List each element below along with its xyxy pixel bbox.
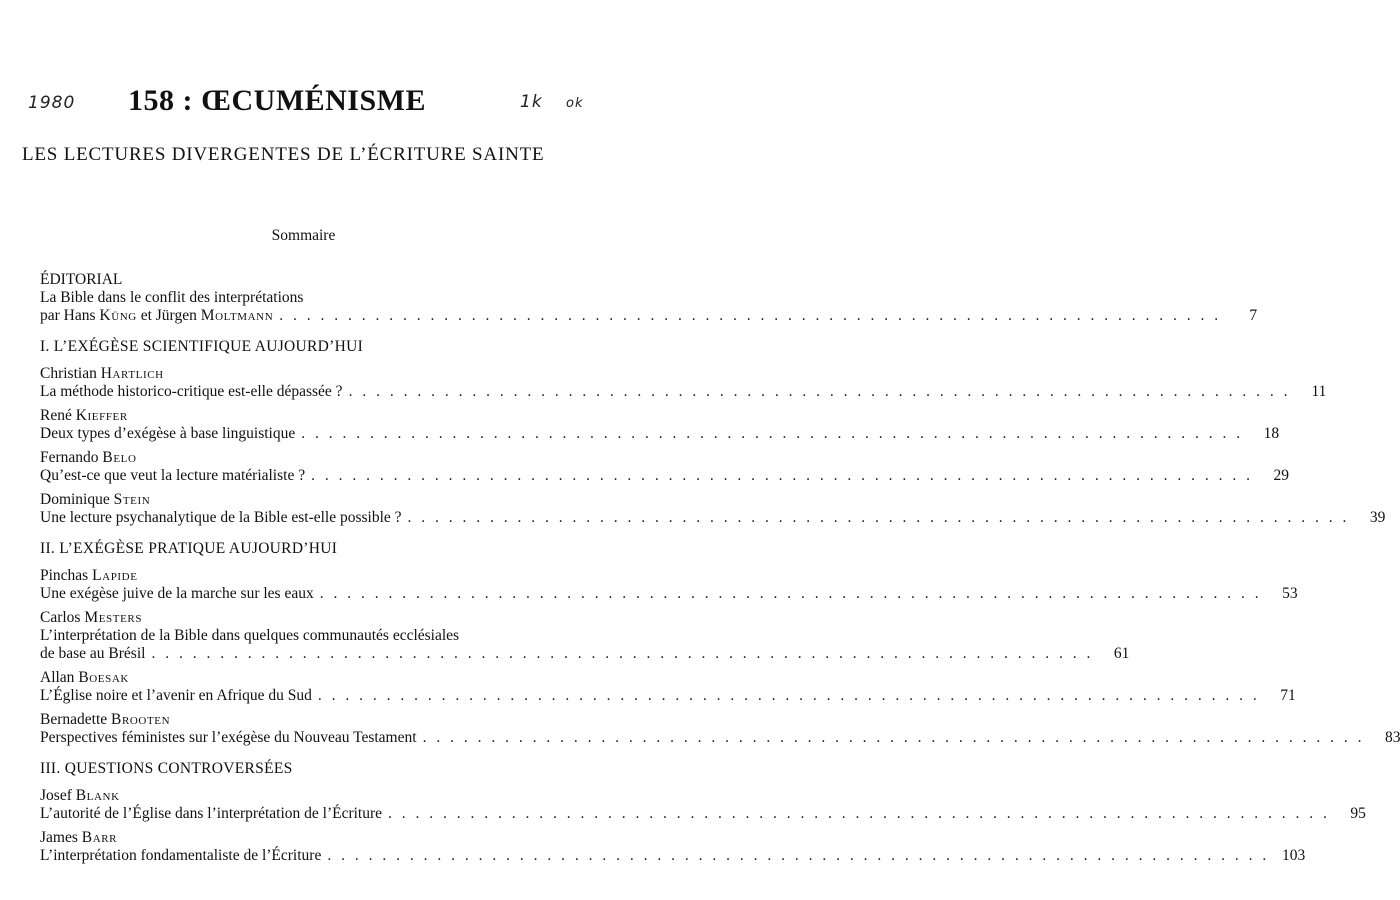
entry-author <box>40 567 518 585</box>
page-number: 103 <box>1281 847 1306 864</box>
editorial-entry <box>40 289 1258 325</box>
handwritten-note-2: ok <box>566 96 584 111</box>
entry-author <box>40 449 518 467</box>
handwritten-note: 1k <box>520 92 543 112</box>
toc-entry <box>40 365 1327 401</box>
author-surname: Küng <box>99 307 137 324</box>
author-first-name: René <box>40 407 72 424</box>
author-surname: Moltmann <box>200 307 274 324</box>
author-surname: Hartlich <box>100 365 164 382</box>
table-of-contents <box>40 270 1400 871</box>
handwritten-year-note: 1980 <box>28 93 76 113</box>
page-number: 61 <box>1113 645 1130 662</box>
entry-title-line <box>40 467 1289 485</box>
page-number: 83 <box>1384 729 1400 746</box>
author-first-name: Christian <box>40 365 97 382</box>
entry-title: de base au Brésil <box>40 645 146 662</box>
author-first-name: Josef <box>40 787 72 804</box>
author-surname: Boesak <box>78 669 129 686</box>
entry-title: Une exégèse juive de la marche sur les eaux <box>40 585 314 602</box>
author-surname: Barr <box>81 829 118 846</box>
entry-title: Qu’est-ce que veut la lecture matérialiste ? <box>40 467 306 484</box>
byline-between: et Jürgen <box>136 307 201 324</box>
toc-entry <box>40 407 1280 443</box>
entry-title-line <box>40 645 1130 663</box>
page-number: 18 <box>1263 425 1280 442</box>
toc-entry <box>40 449 1289 485</box>
entry-title-line <box>40 805 1366 823</box>
page-number: 7 <box>1249 307 1258 324</box>
author-first-name: Carlos <box>40 609 81 626</box>
toc-entry <box>40 669 1296 705</box>
issue-title: 158 : ŒCUMÉNISME <box>128 84 426 117</box>
leader-dots: . . . . . . . . . . . . . . . . . . . . . . . . . . . . . . . . . . . . . . . . . . . . . . . . . . . . . . . . . . . . . . . . . . . . . <box>422 729 1365 746</box>
toc-entry <box>40 609 1130 663</box>
author-first-name: Dominique <box>40 491 110 508</box>
author-surname: Belo <box>102 449 137 466</box>
entry-title: La méthode historico-critique est-elle dépassée ? <box>40 383 343 400</box>
entry-author <box>40 365 518 383</box>
issue-subtitle: LES LECTURES DIVERGENTES DE L’ÉCRITURE SAINTE <box>22 144 545 165</box>
leader-dots: . . . . . . . . . . . . . . . . . . . . . . . . . . . . . . . . . . . . . . . . . . . . . . . . . . . . . . . . . . . . . . . . . . . . . <box>311 467 1253 484</box>
leader-dots: . . . . . . . . . . . . . . . . . . . . . . . . . . . . . . . . . . . . . . . . . . . . . . . . . . . . . . . . . . . . . . . . . . . . . <box>348 383 1291 400</box>
entry-title: Deux types d’exégèse à base linguistique <box>40 425 296 442</box>
entry-author <box>40 609 518 627</box>
entry-title-line <box>40 847 1306 865</box>
entry-title-line <box>40 425 1280 443</box>
author-surname: Stein <box>113 491 151 508</box>
page-number: 53 <box>1282 585 1298 602</box>
page-number: 71 <box>1280 687 1296 704</box>
leader-dots: . . . . . . . . . . . . . . . . . . . . . . . . . . . . . . . . . . . . . . . . . . . . . . . . . . . . . . . . . . . . . . . . . . . . . <box>279 307 1222 324</box>
entry-author <box>40 787 518 805</box>
author-first-name: Bernadette <box>40 711 108 728</box>
entry-title-line <box>40 383 1327 401</box>
page-number: 11 <box>1311 383 1327 400</box>
entry-title-line <box>40 729 1400 747</box>
author-first-name: James <box>40 829 78 846</box>
entry-author <box>40 407 518 425</box>
author-surname: Lapide <box>92 567 138 584</box>
leader-dots: . . . . . . . . . . . . . . . . . . . . . . . . . . . . . . . . . . . . . . . . . . . . . . . . . . . . . . . . . . . . . . . . . . . . . <box>327 847 1270 864</box>
entry-author <box>40 669 518 687</box>
entry-title-line <box>40 585 1298 603</box>
leader-dots: . . . . . . . . . . . . . . . . . . . . . . . . . . . . . . . . . . . . . . . . . . . . . . . . . . . . . . . . . . . . . . . . . . . . . <box>151 645 1094 662</box>
author-first-name: Fernando <box>40 449 99 466</box>
toc-entry <box>40 711 1400 747</box>
editorial-byline <box>40 307 1258 325</box>
page-number: 39 <box>1369 509 1386 526</box>
entry-title: Perspectives féministes sur l’exégèse du Nouveau Testament <box>40 729 417 746</box>
leader-dots: . . . . . . . . . . . . . . . . . . . . . . . . . . . . . . . . . . . . . . . . . . . . . . . . . . . . . . . . . . . . . . . . . . . . . <box>388 805 1330 822</box>
section-heading: III. QUESTIONS CONTROVERSÉES <box>40 760 293 777</box>
toc-entry <box>40 567 1298 603</box>
entry-title: L’interprétation de la Bible dans quelques communautés ecclésiales <box>40 627 460 644</box>
author-first-name: Allan <box>40 669 75 686</box>
entry-author <box>40 711 518 729</box>
editorial-title: La Bible dans le conflit des interprétations <box>40 289 304 306</box>
entry-title: L’Église noire et l’avenir en Afrique du Sud <box>40 687 312 704</box>
sommaire-heading: Sommaire <box>271 227 336 244</box>
entry-author <box>40 491 518 509</box>
section-heading: II. L’EXÉGÈSE PRATIQUE AUJOURD’HUI <box>40 540 338 557</box>
page-number: 95 <box>1350 805 1366 822</box>
section-heading: I. L’EXÉGÈSE SCIENTIFIQUE AUJOURD’HUI <box>40 338 364 355</box>
entry-title: L’interprétation fondamentaliste de l’Écriture <box>40 847 322 864</box>
author-surname: Mesters <box>84 609 143 626</box>
toc-entry <box>40 491 1386 527</box>
entry-author <box>40 829 518 847</box>
byline-prefix: par Hans <box>40 307 100 324</box>
entry-title-line <box>40 687 1296 705</box>
author-surname: Kieffer <box>75 407 128 424</box>
toc-entry <box>40 829 1306 865</box>
leader-dots: . . . . . . . . . . . . . . . . . . . . . . . . . . . . . . . . . . . . . . . . . . . . . . . . . . . . . . . . . . . . . . . . . . . . . <box>301 425 1244 442</box>
author-surname: Blank <box>75 787 120 804</box>
leader-dots: . . . . . . . . . . . . . . . . . . . . . . . . . . . . . . . . . . . . . . . . . . . . . . . . . . . . . . . . . . . . . . . . . . . . . <box>407 509 1350 526</box>
leader-dots: . . . . . . . . . . . . . . . . . . . . . . . . . . . . . . . . . . . . . . . . . . . . . . . . . . . . . . . . . . . . . . . . . . . . . <box>319 585 1262 602</box>
author-surname: Brooten <box>111 711 171 728</box>
editorial-heading: ÉDITORIAL <box>40 271 123 288</box>
entry-title: Une lecture psychanalytique de la Bible est-elle possible ? <box>40 509 402 526</box>
entry-title: L’autorité de l’Église dans l’interprétation de l’Écriture <box>40 805 383 822</box>
page-number: 29 <box>1273 467 1289 484</box>
entry-title-line <box>40 509 1386 527</box>
leader-dots: . . . . . . . . . . . . . . . . . . . . . . . . . . . . . . . . . . . . . . . . . . . . . . . . . . . . . . . . . . . . . . . . . . . . . <box>317 687 1260 704</box>
sections <box>40 337 1400 865</box>
toc-entry <box>40 787 1366 823</box>
author-first-name: Pinchas <box>40 567 89 584</box>
